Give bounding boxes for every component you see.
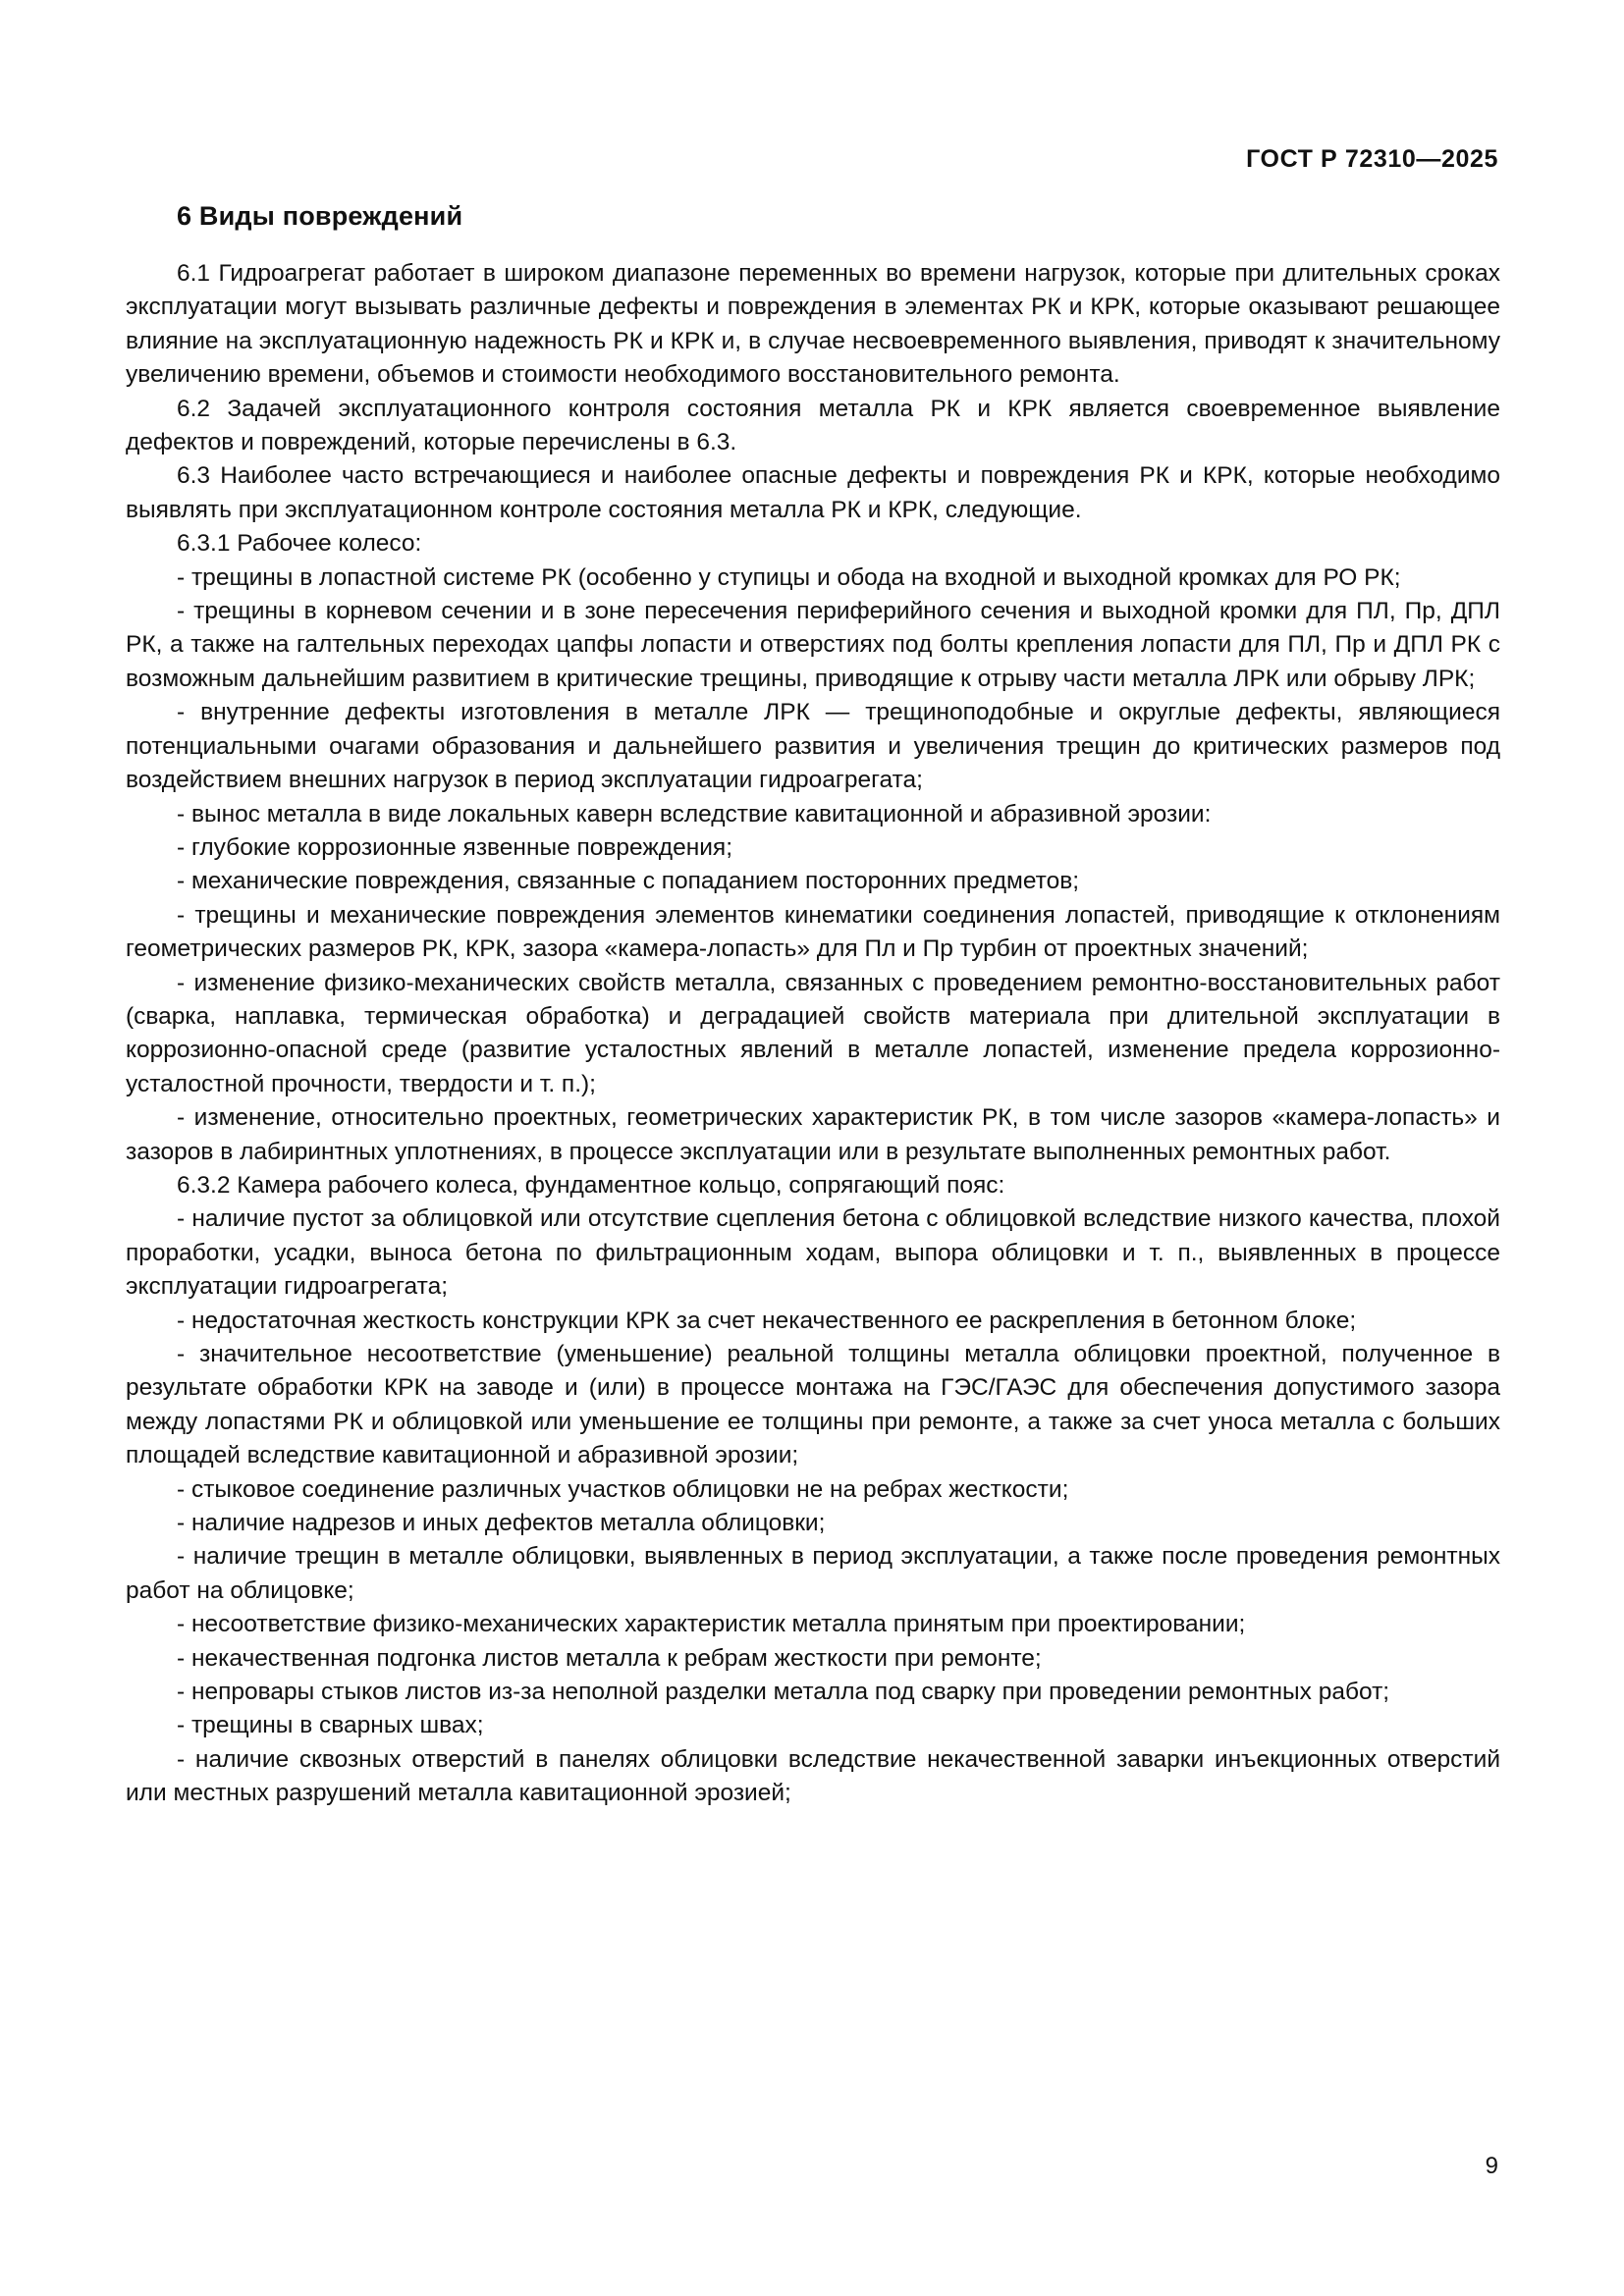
list-item: - глубокие коррозионные язвенные повреждения; [177, 833, 733, 861]
paragraph-6-3: 6.3 Наиболее часто встречающиеся и наиболее опасные дефекты и повреждения РК и КРК, которые необходимо выявлять при эксплуатационном контроле состояния металла РК и КРК, следующие. [126, 462, 1500, 523]
list-item: - наличие пустот за облицовкой или отсутствие сцепления бетона с облицовкой вследствие низкого качества, плохой проработки, усадки, выноса бетона по фильтрационным ходам, выпора облицовки и т. п., выявленных в процессе эксплуатации гидроагрегата; [126, 1205, 1500, 1301]
paragraph-6-1: 6.1 Гидроагрегат работает в широком диапазоне переменных во времени нагрузок, которые при длительных сроках эксплуатации могут вызывать различные дефекты и повреждения в элементах РК и КРК, которые оказывают решающее влияние на эксплуатационную надежность РК и КРК и, в случае несвоевременного выявления, приводят к значительному увеличению времени, объемов и стоимости необходимого восстановительного ремонта. [126, 260, 1500, 389]
list-item: - значительное несоответствие (уменьшение) реальной толщины металла облицовки проектной, полученное в результате обработки КРК на заводе и (или) в процессе монтажа на ГЭС/ГАЭС для обеспечения допустимого зазора между лопастями РК и облицовкой или уменьшение ее толщины при ремонте, а также за счет уноса металла с больших площадей вследствие кавитационной и абразивной эрозии; [126, 1341, 1500, 1469]
page-content [126, 201, 1500, 1811]
list-item: - трещины в лопастной системе РК (особенно у ступицы и обода на входной и выходной кромках для РО РК; [177, 563, 1401, 591]
list-item: - непровары стыков листов из-за неполной разделки металла под сварку при проведении ремонтных работ; [177, 1679, 1390, 1706]
list-item: - несоответствие физико-механических характеристик металла принятым при проектировании; [177, 1611, 1246, 1638]
list-item: - недостаточная жесткость конструкции КРК за счет некачественного ее раскрепления в бетонном блоке; [177, 1307, 1357, 1334]
page-title: 6 Виды повреждений [177, 201, 463, 231]
page-number: 9 [1485, 2153, 1498, 2179]
list-item: - некачественная подгонка листов металла к ребрам жесткости при ремонте; [177, 1644, 1042, 1672]
list-item: - вынос металла в виде локальных каверн вследствие кавитационной и абразивной эрозии: [177, 800, 1212, 828]
page-header-standard-number: ГОСТ Р 72310—2025 [1246, 145, 1498, 173]
list-item: - трещины и механические повреждения элементов кинематики соединения лопастей, приводящие к отклонениям геометрических размеров РК, КРК, зазора «камера-лопасть» для Пл и Пр турбин от проектных значений; [126, 901, 1500, 963]
list-item: - изменение физико-механических свойств металла, связанных с проведением ремонтно-восстановительных работ (сварка, наплавка, термическая обработка) и деградацией свойств материала при длительной эксплуатации в коррозионно-опасной среде (развитие усталостных явлений в металле лопастей, изменение предела коррозионно-усталостной прочности, твердости и т. п.); [126, 969, 1500, 1097]
paragraph-6-3-1: 6.3.1 Рабочее колесо: [177, 530, 422, 558]
list-item: - внутренние дефекты изготовления в металле ЛРК — трещиноподобные и округлые дефекты, являющиеся потенциальными очагами образования и дальнейшего развития и увеличения трещин до критических размеров под воздействием внешних нагрузок в период эксплуатации гидроагрегата; [126, 699, 1500, 794]
list-item: - трещины в сварных швах; [177, 1712, 484, 1739]
list-item: - наличие трещин в металле облицовки, выявленных в период эксплуатации, а также после проведения ремонтных работ на облицовке; [126, 1543, 1500, 1604]
list-item: - стыковое соединение различных участков облицовки не на ребрах жесткости; [177, 1475, 1069, 1503]
list-item: - механические повреждения, связанные с попаданием посторонних предметов; [177, 868, 1080, 895]
list-item: - трещины в корневом сечении и в зоне пересечения периферийного сечения и выходной кромки для ПЛ, Пр, ДПЛ РК, а также на галтельных переходах цапфы лопасти и отверстиях под болты крепления лопасти для ПЛ, Пр и ДПЛ РК с возможным дальнейшим развитием в критические трещины, приводящие к отрыву части металла ЛРК или обрыву ЛРК; [126, 598, 1500, 692]
list-item: - наличие надрезов и иных дефектов металла облицовки; [177, 1510, 826, 1537]
paragraph-6-2: 6.2 Задачей эксплуатационного контроля состояния металла РК и КРК является своевременное выявление дефектов и повреждений, которые перечислены в 6.3. [126, 395, 1500, 456]
list-item: - наличие сквозных отверстий в панелях облицовки вследствие некачественной заварки инъекционных отверстий или местных разрушений металла кавитационной эрозией; [126, 1745, 1500, 1807]
list-item: - изменение, относительно проектных, геометрических характеристик РК, в том числе зазоров «камера-лопасть» и зазоров в лабиринтных уплотнениях, в процессе эксплуатации или в результате выполненных ремонтных работ. [126, 1104, 1500, 1165]
paragraph-6-3-2: 6.3.2 Камера рабочего колеса, фундаментное кольцо, сопрягающий пояс: [177, 1171, 1005, 1199]
